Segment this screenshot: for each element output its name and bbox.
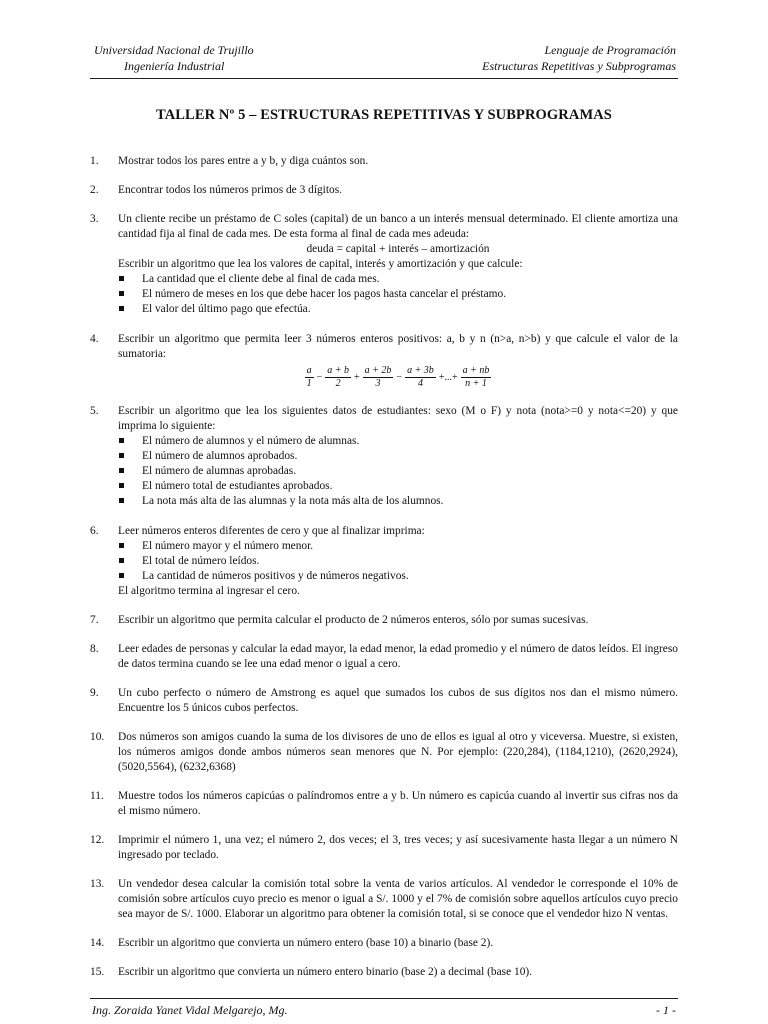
document-title: TALLER Nº 5 – ESTRUCTURAS REPETITIVAS Y SUBPROGRAMAS — [156, 107, 612, 123]
operator: + — [354, 371, 360, 383]
faculty-name: Ingeniería Industrial — [124, 59, 225, 73]
exercise-7 — [90, 613, 678, 628]
exercise-number: 12. — [90, 834, 105, 846]
exercise-text: Un cliente recibe un préstamo de C soles (capital) de un banco a un interés mensual determinado. El cliente amortiza una cantidad fija al final de cada mes. De esta forma al final de cada mes adeuda: — [118, 213, 678, 240]
exercise-13 — [90, 877, 678, 922]
fraction-term — [461, 365, 492, 390]
header-left — [94, 42, 254, 74]
bullet-item: El valor del último pago que efectúa. — [118, 302, 678, 317]
operator: − — [316, 371, 323, 383]
exercise-number: 10. — [90, 731, 105, 743]
exercise-text: Un vendedor desea calcular la comisión total sobre la venta de varios artículos. Al vendedor le corresponde el 10% de comisión sobre artículos cuyo precio es menor o igual a S/. 1000 y el 7% de comisión sobre aquellos artículos cuyo precio sea mayor de S/. 1000. Elaborar un algoritmo para obtener la comisión total, si se conoce que el vendedor hizo N ventas. — [118, 878, 678, 920]
exercise-number: 3. — [90, 213, 99, 225]
fraction-denominator: 1 — [306, 378, 312, 389]
exercise-12 — [90, 833, 678, 863]
bullet-item: El número de meses en los que debe hacer los pagos hasta cancelar el préstamo. — [118, 287, 678, 302]
exercise-8 — [90, 642, 678, 672]
bullet-item: El total de número leídos. — [118, 554, 678, 569]
fraction-denominator: n + 1 — [465, 378, 487, 389]
bullet-list — [118, 434, 678, 509]
fraction-term — [325, 365, 351, 390]
exercise-2 — [90, 183, 678, 198]
fraction-denominator: 3 — [375, 378, 381, 389]
fraction-numerator: a + nb — [462, 365, 490, 376]
exercise-number: 7. — [90, 614, 99, 626]
exercise-text: Dos números son amigos cuando la suma de los divisores de uno de ellos es igual al otro y viceversa. Muestre, si existen, los números amigos donde ambos números sean menores que N. Por ejemplo: (220,284), (1184,1210), (2620,2924), (5020,5564), (6232,6368) — [118, 731, 678, 773]
exercise-9 — [90, 686, 678, 716]
fraction-term — [363, 365, 394, 390]
bullet-item: La cantidad de números positivos y de números negativos. — [118, 569, 678, 584]
exercise-number: 9. — [90, 687, 99, 699]
bullet-item: El número de alumnos y el número de alumnas. — [118, 434, 678, 449]
exercise-text: Escribir un algoritmo que permita leer 3 números enteros positivos: a, b y n (n>a, n>b) y que calcule el valor de la sumatoria: — [118, 333, 678, 360]
exercise-5 — [90, 404, 678, 509]
fraction-term — [405, 365, 436, 390]
bullet-item: El número total de estudiantes aprobados. — [118, 479, 678, 494]
exercise-14 — [90, 936, 678, 951]
exercise-number: 8. — [90, 643, 99, 655]
exercise-text: Imprimir el número 1, una vez; el número 2, dos veces; el 3, tres veces; y así sucesivamente hasta llegar a un número N ingresado por teclado. — [118, 834, 678, 861]
exercise-text: Mostrar todos los pares entre a y b, y diga cuántos son. — [118, 155, 369, 167]
fraction-numerator: a — [306, 365, 312, 376]
page-header — [90, 42, 678, 79]
fraction-numerator: a + 3b — [407, 365, 434, 376]
page-footer — [90, 998, 678, 1019]
exercise-number: 2. — [90, 184, 99, 196]
exercise-4 — [90, 332, 678, 390]
debt-formula: deuda = capital + interés – amortización — [306, 243, 490, 255]
exercise-10 — [90, 730, 678, 775]
university-name: Universidad Nacional de Trujillo — [94, 43, 254, 57]
page-number: - 1 - — [656, 1003, 676, 1017]
exercise-number: 13. — [90, 878, 105, 890]
exercise-11 — [90, 789, 678, 819]
exercise-text: Encontrar todos los números primos de 3 dígitos. — [118, 184, 342, 196]
exercise-number: 14. — [90, 937, 105, 949]
fraction-denominator: 4 — [417, 378, 423, 389]
exercise-number: 4. — [90, 333, 99, 345]
exercise-number: 1. — [90, 155, 99, 167]
exercise-text-2: Escribir un algoritmo que lea los valores de capital, interés y amortización y que calcule: — [118, 258, 523, 270]
exercise-text: Escribir un algoritmo que lea los siguientes datos de estudiantes: sexo (M o F) y nota (nota>=0 y nota<=20) y que imprima lo siguiente: — [118, 405, 678, 432]
exercise-text: Un cubo perfecto o número de Amstrong es aquel que sumados los cubos de sus dígitos nos dan el mismo número. Encuentre los 5 únicos cubos perfectos. — [118, 687, 678, 714]
header-right — [482, 42, 676, 74]
exercise-1 — [90, 154, 678, 169]
fraction-term — [305, 365, 314, 390]
exercise-text: Escribir un algoritmo que convierta un número entero binario (base 2) a decimal (base 10). — [118, 966, 533, 978]
exercise-text: Leer edades de personas y calcular la edad mayor, la edad menor, la edad promedio y el número de datos leídos. El ingreso de datos termina cuando se lee una edad menor o igual a cero. — [118, 643, 678, 670]
fraction-denominator: 2 — [335, 378, 341, 389]
exercise-number: 15. — [90, 966, 105, 978]
fraction-numerator: a + b — [327, 365, 350, 376]
exercise-15 — [90, 965, 678, 980]
exercise-3 — [90, 212, 678, 317]
exercise-text-2: El algoritmo termina al ingresar el cero. — [118, 585, 300, 597]
summation-formula — [118, 365, 678, 390]
exercise-number: 11. — [90, 790, 104, 802]
fraction-numerator: a + 2b — [364, 365, 392, 376]
bullet-item: El número de alumnas aprobadas. — [118, 464, 678, 479]
exercise-number: 6. — [90, 525, 99, 537]
bullet-list — [118, 272, 678, 317]
bullet-item: El número de alumnos aprobados. — [118, 449, 678, 464]
exercise-text: Escribir un algoritmo que convierta un número entero (base 10) a binario (base 2). — [118, 937, 494, 949]
exercise-text: Leer números enteros diferentes de cero y que al finalizar imprima: — [118, 525, 425, 537]
course-name: Lenguaje de Programación — [544, 43, 676, 57]
exercise-list — [90, 154, 678, 980]
bullet-item: La nota más alta de las alumnas y la nota más alta de los alumnos. — [118, 494, 678, 509]
bullet-item: La cantidad que el cliente debe al final de cada mes. — [118, 272, 678, 287]
exercise-text: Escribir un algoritmo que permita calcular el producto de 2 números enteros, sólo por sumas sucesivas. — [118, 614, 589, 626]
exercise-number: 5. — [90, 405, 99, 417]
exercise-6 — [90, 524, 678, 599]
exercise-text: Muestre todos los números capicúas o palíndromos entre a y b. Un número es capicúa cuando al invertir sus cifras nos da el mismo número. — [118, 790, 678, 817]
bullet-list — [118, 539, 678, 584]
operator: − — [396, 371, 403, 383]
topic-name: Estructuras Repetitivas y Subprogramas — [482, 59, 676, 73]
bullet-item: El número mayor y el número menor. — [118, 539, 678, 554]
operator: +...+ — [438, 371, 458, 383]
author-name: Ing. Zoraida Yanet Vidal Melgarejo, Mg. — [92, 1003, 288, 1017]
